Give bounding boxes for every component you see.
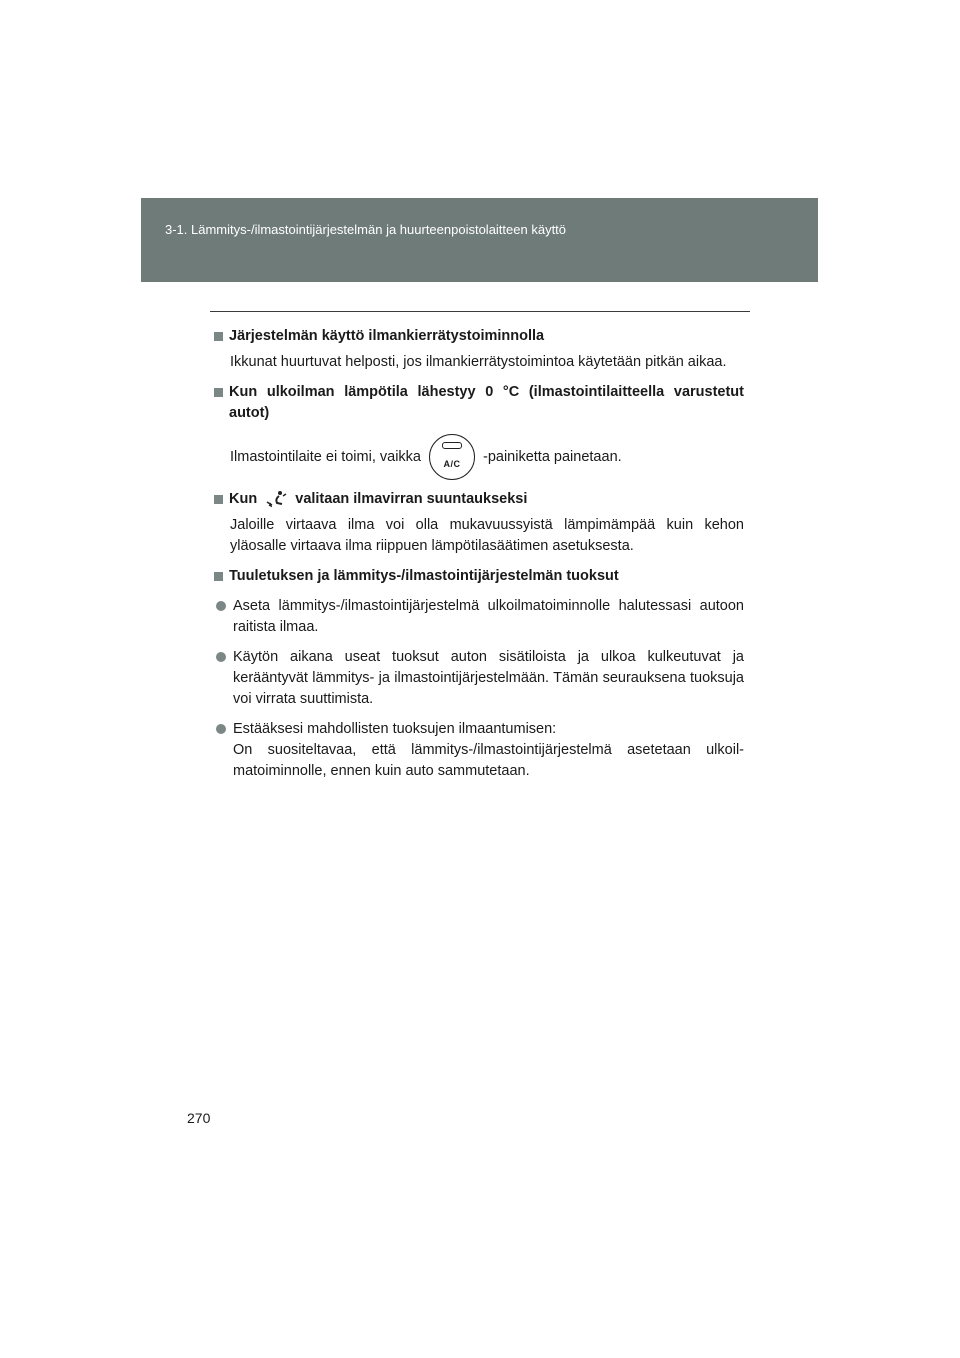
heading-odors: Tuuletuksen ja lämmitys-/ilmastointijärjestelmän tuoksut <box>214 566 744 587</box>
square-bullet-icon <box>214 572 223 581</box>
chapter-header <box>141 198 818 282</box>
heading-vent-mode: Kun valitaan ilmavirran suuntaukseksi <box>214 489 744 510</box>
list-item: Käytön aikana useat tuoksut auton sisätiloista ja ulkoa kulkeutuvat ja kerääntyvät lämmitys- ja ilmastointijärjestelmään. Tämän seurauksena tuoksuja voi virrata suuttimista. <box>214 647 744 710</box>
heading-recirculation: Järjestelmän käyttö ilmankierrätystoiminnolla <box>214 326 744 347</box>
text-recirculation: Ikkunat huurtuvat helposti, jos ilmankierrätystoimintoa käytetään pitkän aikaa. <box>230 354 727 370</box>
text-cold-weather: Ilmastointilaite ei toimi, vaikka A/C -painiketta painetaan. <box>214 434 744 480</box>
round-bullet-icon <box>216 652 226 662</box>
list-item: Estääksesi mahdollisten tuoksujen ilmaantumisen: On suositeltavaa, että lämmitys-/ilmastointijärjestelmä asetetaan ulkoil-matoiminnolle, ennen kuin auto sammutetaan. <box>214 719 744 782</box>
section-divider <box>210 311 750 312</box>
ac-button-icon: A/C <box>429 434 475 480</box>
text-vent-mode: Jaloille virtaava ilma voi olla mukavuussyistä lämpimämpää kuin kehon yläosalle virtaava ilma riippuen lämpötilasäätimen asetuksesta. <box>230 517 744 554</box>
page-content <box>214 326 744 782</box>
round-bullet-icon <box>216 724 226 734</box>
chapter-title: 3-1. Lämmitys-/ilmastointijärjestelmän ja huurteenpoistolaitteen käyttö <box>165 222 567 237</box>
indicator-led-icon <box>442 442 462 449</box>
page-number: 270 <box>187 1110 211 1126</box>
round-bullet-icon <box>216 601 226 611</box>
feet-airflow-icon <box>265 490 287 508</box>
square-bullet-icon <box>214 388 223 397</box>
heading-cold-weather: Kun ulkoilman lämpötila lähestyy 0 °C (ilmastointilaitteella varustetut autot) <box>214 382 744 424</box>
square-bullet-icon <box>214 332 223 341</box>
list-item: Aseta lämmitys-/ilmastointijärjestelmä ulkoilmatoiminnolle halutessasi autoon raitista ilmaa. <box>214 596 744 638</box>
square-bullet-icon <box>214 495 223 504</box>
